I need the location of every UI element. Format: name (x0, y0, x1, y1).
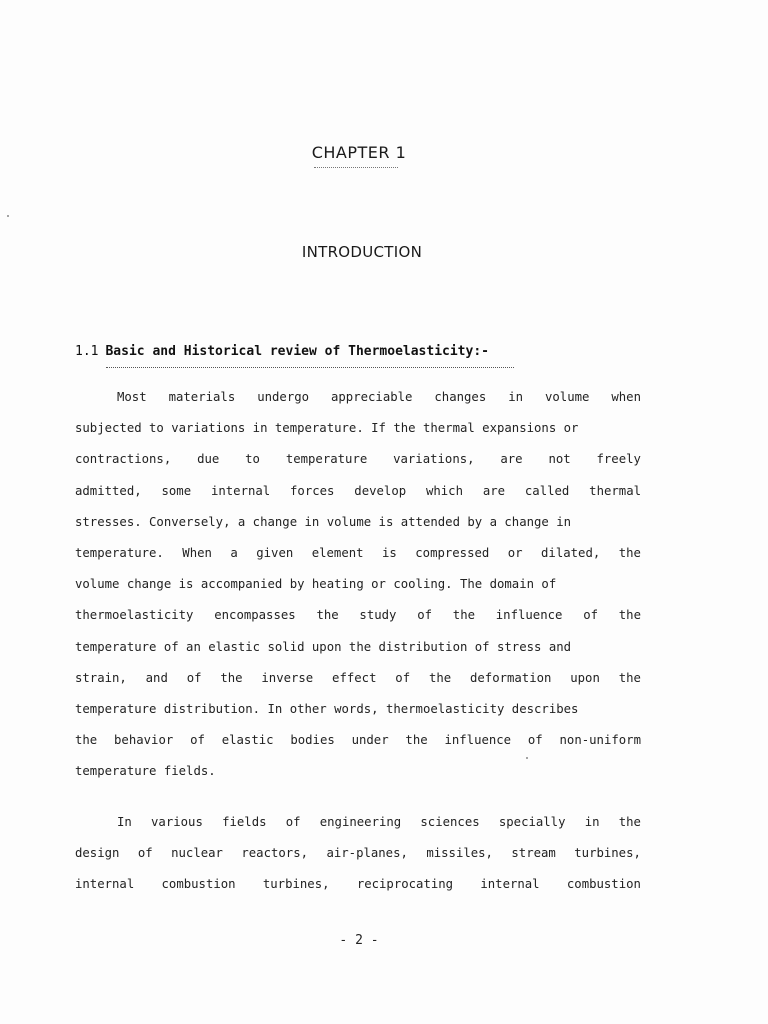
text-word: upon (570, 670, 600, 685)
text-word: turbines, (262, 877, 330, 892)
text-word: a (230, 546, 238, 560)
text-word: inverse (261, 670, 314, 685)
text-line (75, 733, 641, 753)
text-word: non-uniform (559, 733, 641, 748)
text-word: internal (480, 877, 540, 892)
text-line (75, 671, 641, 691)
text-word: elastic (221, 733, 274, 748)
text-word: volume (544, 390, 590, 404)
text-word: behavior (114, 733, 174, 748)
text-line (75, 421, 641, 441)
text-word: contractions, (75, 452, 172, 467)
text-word: influence (444, 733, 512, 748)
text-word: the (452, 608, 476, 623)
text-word: variations, (393, 452, 475, 467)
text-word: of (285, 815, 301, 829)
text-word: internal (75, 877, 135, 892)
text-word: study (359, 608, 397, 623)
text-word: the (405, 733, 428, 748)
chapter-underline (314, 167, 398, 168)
text-word: of (417, 608, 433, 623)
text-line (75, 764, 641, 784)
section-heading (75, 344, 489, 359)
text-word: deformation (469, 670, 552, 685)
text-line (75, 608, 641, 628)
text-line (75, 846, 641, 866)
text-word: the (618, 608, 641, 623)
text-word: Most (117, 390, 147, 404)
text-word: the (428, 670, 452, 685)
scan-speck (7, 215, 9, 217)
text-word: or (507, 546, 523, 560)
text-word: encompasses (214, 608, 296, 623)
text-line (75, 877, 641, 897)
chapter-label: CHAPTER 1 (311, 143, 407, 162)
text-word: air-planes, (326, 846, 408, 861)
text-word: some (161, 483, 192, 498)
text-word: temperature distribution. In other words, thermoelasticity describes (75, 702, 579, 716)
text-word: admitted, (75, 483, 142, 498)
text-line (117, 390, 641, 410)
section-number: 1.1 (75, 344, 99, 359)
text-word: appreciable (331, 390, 413, 404)
text-word: the (220, 670, 243, 685)
text-word: In (117, 815, 132, 829)
text-word: called (524, 483, 570, 498)
section-underline (106, 367, 514, 368)
text-word: materials (168, 390, 236, 404)
text-word: thermal (589, 483, 641, 498)
text-word: which (425, 483, 463, 498)
text-word: forces (290, 483, 335, 498)
text-word: combustion (566, 877, 641, 892)
text-word: temperature fields. (75, 764, 216, 779)
text-line (75, 577, 641, 597)
text-word: When (182, 546, 212, 560)
text-word: the (618, 815, 641, 829)
chapter-title: INTRODUCTION (301, 243, 423, 261)
text-word: temperature (285, 452, 368, 467)
text-word: subjected to variations in temperature. If the thermal expansions or (75, 421, 579, 436)
text-word: undergo (257, 390, 310, 404)
text-word: under (351, 733, 389, 748)
text-word: internal (210, 483, 271, 498)
text-word: the (618, 546, 641, 560)
text-line (75, 515, 641, 535)
text-line (75, 640, 641, 660)
text-word: of (190, 733, 205, 748)
text-word: are (482, 483, 506, 498)
text-word: of (583, 608, 598, 623)
text-word: engineering (319, 815, 402, 829)
text-word: develop (354, 483, 407, 498)
section-title: Basic and Historical review of Thermoelasticity:- (105, 344, 489, 359)
text-word: stresses. Conversely, a change in volume is attended by a change in (75, 514, 572, 529)
text-word: reciprocating (356, 877, 454, 892)
text-word: in (508, 390, 524, 404)
text-word: bodies (290, 733, 335, 748)
text-word: and (145, 670, 168, 685)
text-word: missiles, (426, 846, 493, 861)
text-word: temperature of an elastic solid upon the distribution of stress and (75, 639, 572, 654)
text-word: dilated, (541, 546, 601, 560)
text-word: is (382, 546, 397, 560)
text-word: given (256, 546, 294, 560)
text-word: volume change is accompanied by heating or cooling. The domain of (75, 577, 557, 592)
text-line (75, 484, 641, 504)
text-line (75, 702, 641, 722)
text-word: due (197, 452, 220, 467)
text-word: of (186, 670, 202, 685)
text-word: influence (495, 608, 563, 623)
text-word: not (548, 452, 571, 467)
text-word: fields (222, 815, 267, 829)
text-word: effect (332, 670, 377, 685)
text-word: freely (596, 452, 641, 467)
text-word: of (137, 846, 153, 861)
scan-speck (526, 757, 528, 759)
text-word: the (75, 733, 98, 748)
text-word: the (618, 670, 641, 685)
text-word: strain, (75, 670, 127, 685)
text-word: various (151, 815, 203, 829)
text-word: temperature. (75, 546, 164, 560)
text-word: specially (498, 815, 566, 829)
text-word: to (245, 452, 260, 467)
text-word: the (316, 608, 339, 623)
text-word: reactors, (241, 846, 309, 861)
text-word: of (527, 733, 543, 748)
text-line (75, 546, 641, 566)
text-word: combustion (161, 877, 236, 892)
text-word: are (500, 452, 523, 467)
text-word: thermoelasticity (75, 608, 194, 623)
text-word: when (611, 390, 641, 404)
text-line (75, 452, 641, 472)
text-word: design (75, 846, 120, 861)
text-word: stream (511, 846, 556, 861)
text-word: nuclear (171, 846, 223, 861)
text-word: of (395, 670, 411, 685)
text-line (117, 815, 641, 835)
text-word: compressed (415, 546, 490, 560)
text-word: in (584, 815, 600, 829)
text-word: turbines, (574, 846, 641, 861)
text-word: sciences (420, 815, 480, 829)
page-number: - 2 - (339, 933, 379, 948)
text-word: changes (434, 390, 487, 404)
text-word: element (311, 546, 364, 560)
